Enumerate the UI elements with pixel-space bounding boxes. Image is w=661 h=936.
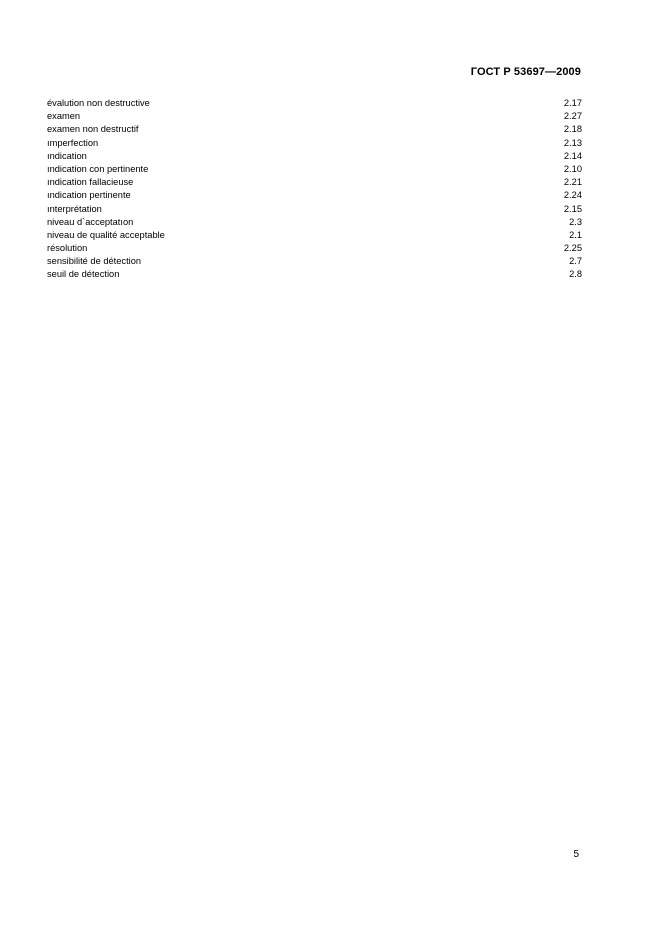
index-row	[47, 229, 582, 242]
index-term: seuil de détection	[47, 269, 120, 280]
index-row	[47, 137, 582, 150]
index-ref: 2.15	[563, 203, 582, 214]
index-term: niveau de qualité acceptable	[47, 229, 165, 240]
index-ref: 2.8	[569, 269, 582, 280]
index-row	[47, 216, 582, 229]
index-ref: 2.17	[563, 98, 582, 108]
index-row	[47, 255, 582, 268]
index-term: examen	[47, 111, 81, 122]
index-term: évalution non destructive	[47, 98, 150, 108]
document-header: ГОСТ Р 53697—2009	[470, 66, 581, 78]
index-ref: 2.24	[563, 190, 582, 201]
index-term: examen non destructif	[47, 124, 139, 135]
index-row	[47, 176, 582, 189]
index-ref: 2.10	[563, 163, 582, 174]
index-row	[47, 242, 582, 255]
term-index-list	[47, 97, 582, 282]
index-row	[47, 123, 582, 136]
index-ref: 2.25	[563, 243, 582, 254]
index-row	[47, 97, 582, 110]
index-ref: 2.1	[569, 229, 582, 240]
index-ref: 2.7	[569, 256, 582, 267]
index-row	[47, 203, 582, 216]
index-term: résolution	[47, 243, 88, 254]
index-ref: 2.21	[563, 177, 582, 188]
index-ref: 2.18	[563, 124, 582, 135]
index-row	[47, 163, 582, 176]
index-row	[47, 189, 582, 202]
index-row	[47, 268, 582, 281]
index-ref: 2.3	[569, 216, 582, 227]
index-term: ınterprétation	[47, 203, 102, 214]
index-row	[47, 110, 582, 123]
index-ref: 2.14	[563, 150, 582, 161]
index-row	[47, 150, 582, 163]
index-term: niveau d`acceptatıon	[47, 216, 134, 227]
index-term: sensibilité de détection	[47, 256, 142, 267]
page-number: 5	[573, 849, 579, 860]
index-ref: 2.13	[563, 137, 582, 148]
index-term: ındication pertinente	[47, 190, 131, 201]
index-term: ındication fallacieuse	[47, 177, 134, 188]
index-ref: 2.27	[563, 111, 582, 122]
index-term: ımperfection	[47, 137, 99, 148]
index-term: ındication con pertinente	[47, 163, 149, 174]
index-term: ındication	[47, 150, 87, 161]
